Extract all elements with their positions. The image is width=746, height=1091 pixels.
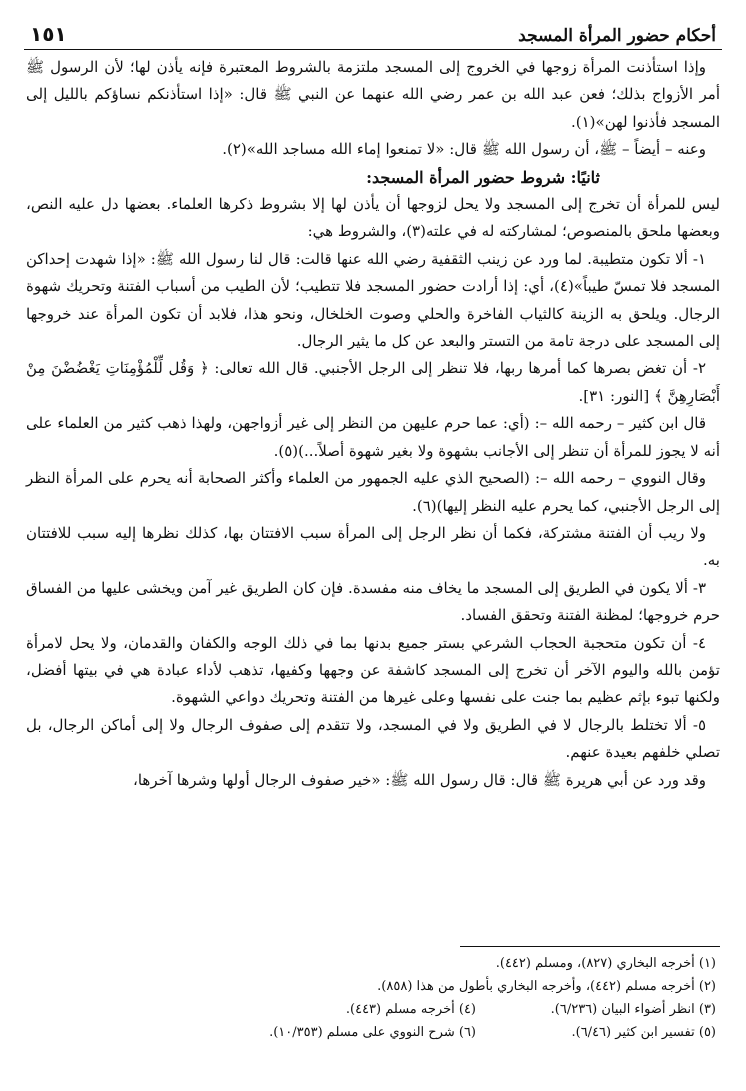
section-heading: ثانيًا: شروط حضور المرأة المسجد:	[366, 167, 600, 187]
body-paragraph: وعنه – أيضاً – ﷺ، أن رسول الله ﷺ قال: «لا تمنعوا إماء الله مساجد الله»(٢).	[222, 140, 706, 159]
book-page	[24, 18, 722, 794]
footnote: (٣) انظر أضواء البيان (٦/٢٣٦).	[550, 1002, 716, 1017]
body-paragraph: ٥- ألا تختلط بالرجال لا في الطريق ولا في المسجد، ولا تتقدم إلى صفوف الرجال ولا إلى أماكن الرجال، بل تصلي خلفهم بعيدة عنهم.	[26, 715, 720, 762]
body-paragraph: ٤- أن تكون متحجبة الحجاب الشرعي بستر جميع بدنها بما في ذلك الوجه والكفان والقدمان، ولا يحل لامرأة تؤمن بالله واليوم الآخر أن تخرج إلى المسجد كاشفة عن وجهها وكفيها، تذهب لأداء عبادة هي في بيتها أفضل، ولكنها تبوء بإثم عظيم بما جنت على نفسها وعلى غيرها من الفتنة وتحريك دواعي الشهوة.	[26, 633, 720, 707]
footnote: (٥) تفسير ابن كثير (٦/٤٦).	[571, 1025, 716, 1040]
page-header	[24, 18, 722, 50]
footnote-row	[56, 998, 716, 1021]
footnote: (٢) أخرجه مسلم (٤٤٢)، وأخرجه البخاري بأطول من هذا (٨٥٨).	[377, 979, 716, 994]
footnote: (٦) شرح النووي على مسلم (١٠/٣٥٣).	[269, 1025, 476, 1040]
footnote: (١) أخرجه البخاري (٨٢٧)، ومسلم (٤٤٢).	[495, 956, 716, 971]
page-body	[24, 50, 722, 794]
body-paragraph: وقال النووي – رحمه الله –: (الصحيح الذي عليه الجمهور من العلماء وأكثر الصحابة أنه يحرم على المرأة النظر إلى الرجل الأجنبي، كما يحرم عليه النظر إليها)(٦).	[26, 469, 720, 515]
footnote: (٤) أخرجه مسلم (٤٤٣).	[345, 1002, 476, 1017]
footnote-row	[56, 975, 716, 998]
page-number: ١٥١	[30, 22, 67, 46]
body-paragraph: ٢- أن تغض بصرها كما أمرها ربها، فلا تنظر إلى الرجل الأجنبي. قال الله تعالى: ﴿ وَقُل لِّلْمُؤْمِنَاتِ يَغْضُضْنَ مِنْ أَبْصَارِهِنَّ ﴾ [النور: ٣١].	[26, 359, 720, 405]
body-paragraph: ولا ريب أن الفتنة مشتركة، فكما أن نظر الرجل إلى المرأة سبب الافتتان بها، كذلك نظرها إليه سبب للافتتان به.	[26, 523, 720, 570]
body-paragraph: ٣- ألا يكون في الطريق إلى المسجد ما يخاف منه مفسدة. فإن كان الطريق غير آمن ويخشى عليها من الفساق حرم خروجها؛ لمظنة الفتنة وتحقق الفساد.	[26, 578, 720, 625]
body-paragraph: ١- ألا تكون متطيبة. لما ورد عن زينب الثقفية رضي الله عنها قالت: قال لنا رسول الله ﷺ: «إذا شهدت إحداكن المسجد فلا تمسّ طيباً»(٤)، أي: إذا أرادت حضور المسجد فلا تتطيب؛ لأن الطيب من أسباب الفتنة وتحريك شهوة الرجال. ويلحق به الزينة كالثياب الفاخرة والحلي وصوت الخلخال، ونحو هذا، فلابد أن تكون المرأة عند خروجها إلى المسجد على درجة تامة من التستر والبعد عن كل ما يثير الرجال.	[26, 249, 720, 351]
footnote-row	[56, 952, 716, 975]
footnote-divider	[460, 946, 720, 947]
body-paragraph: ليس للمرأة أن تخرج إلى المسجد ولا يحل لزوجها أن يأذن لها إلا بشروط ذكرها العلماء. بعضها دل عليه النص، وبعضها ملحق بالمنصوص؛ لمشاركته له في علته(٣)، والشروط هي:	[26, 195, 720, 241]
body-paragraph: وقد ورد عن أبي هريرة ﷺ قال: قال رسول الله ﷺ: «خير صفوف الرجال أولها وشرها آخرها،	[133, 770, 706, 789]
body-paragraph: قال ابن كثير – رحمه الله –: (أي: عما حرم عليهن من النظر إلى غير أزواجهن، ولهذا ذهب كثير من العلماء على أنه لا يجوز للمرأة أن تنظر إلى الأجانب بشهوة ولا بغير شهوة أصلاً...)(٥).	[26, 414, 720, 460]
footnotes	[56, 952, 716, 1044]
running-title: أحكام حضور المرأة المسجد	[518, 26, 716, 46]
body-paragraph: وإذا استأذنت المرأة زوجها في الخروج إلى المسجد ملتزمة بالشروط المعتبرة فإنه يأذن لها؛ لأن الرسول ﷺ أمر الأزواج بذلك؛ فعن عبد الله بن عمر رضي الله عنهما عن النبي ﷺ قال: «إذا استأذنكم نساؤكم بالليل إلى المسجد فأذنوا لهن»(١).	[26, 58, 720, 131]
footnote-row	[56, 1021, 716, 1044]
